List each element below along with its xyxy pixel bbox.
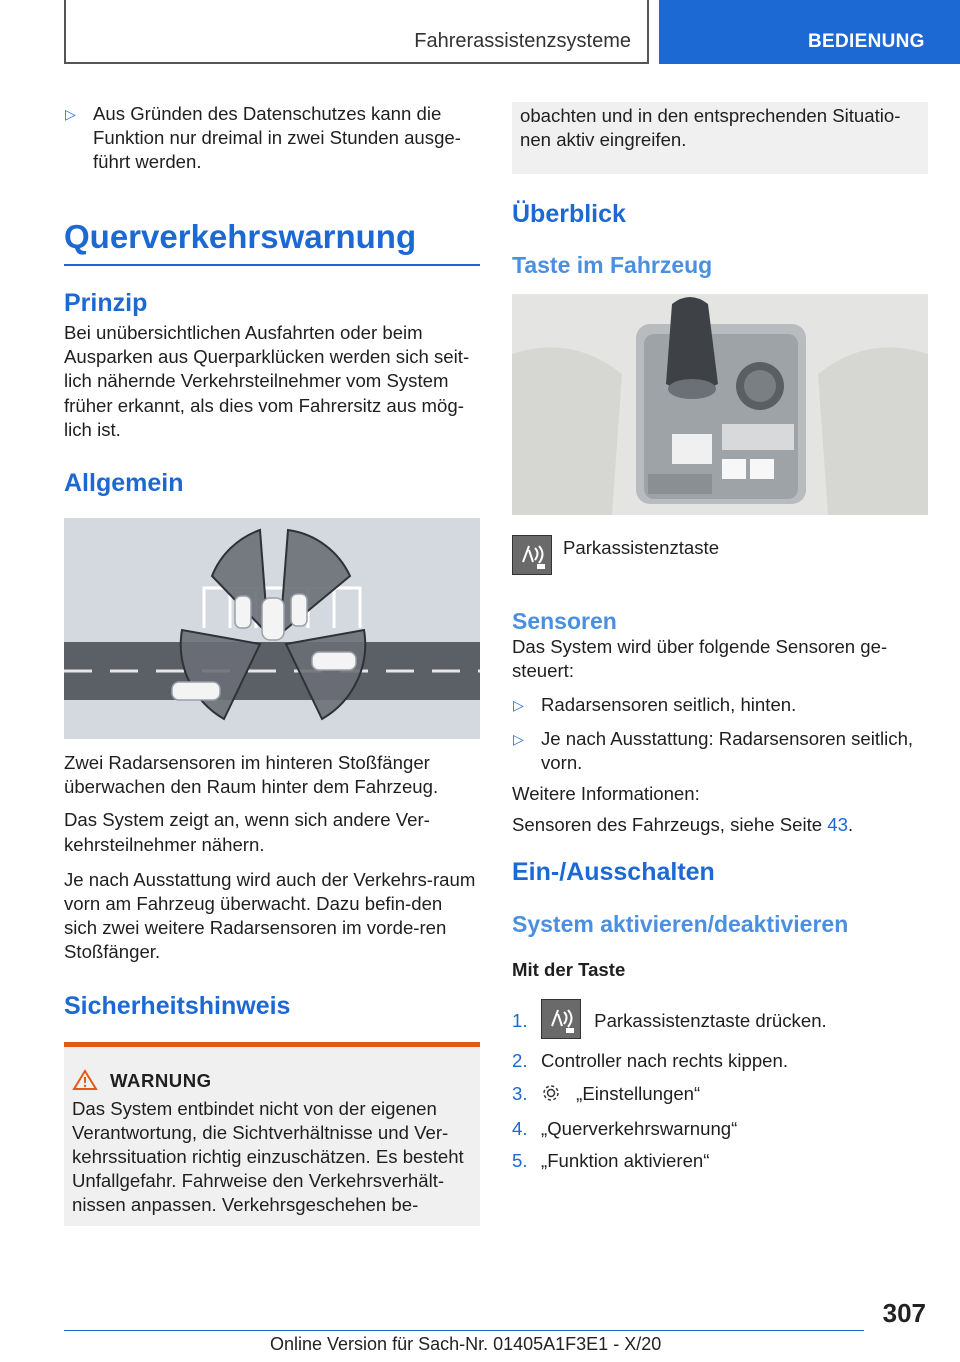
park-assist-icon <box>541 999 581 1039</box>
section-heading-allgemein: Allgemein <box>64 469 184 498</box>
step-item <box>512 1082 928 1109</box>
left-column <box>64 102 480 1226</box>
triangle-bullet-icon: ▷ <box>513 697 524 714</box>
list-item <box>64 102 480 178</box>
warning-title: WARNUNG <box>110 1069 212 1091</box>
bullet-text: Aus Gründen des Datenschutzes kann die Funktion nur dreimal in zwei Stunden ausge‐führt werden. <box>93 103 461 173</box>
header-section-title: Fahrerassistenzsysteme <box>414 30 631 52</box>
step-item <box>512 1049 928 1073</box>
caption-1: Zwei Radarsensoren im hinteren Stoßfänger überwachen den Raum hinter dem Fahrzeug. <box>64 752 439 798</box>
step-item <box>512 999 928 1039</box>
step-number: 4. <box>512 1117 528 1139</box>
reference-end: . <box>847 814 854 836</box>
caption-2: Das System zeigt an, wenn sich andere Ver‐kehrsteilnehmer nähern. <box>64 809 430 855</box>
section-heading-ueberblick: Überblick <box>512 200 626 228</box>
sensor-reference <box>512 813 928 837</box>
icon-row <box>512 535 928 579</box>
page-number: 307 <box>882 1298 926 1328</box>
footer-divider <box>64 1330 864 1331</box>
warning-text: Das System entbindet nicht von der eigenen Verantwortung, die Sichtverhältnisse und Ver‐kehrssituation richtig einzuschätzen. Es besteht Unfallgefahr. Fahrweise den Verkehrsverhält‐nissen anpassen. Verkehrsgeschehen be‐ <box>72 1097 464 1216</box>
step-text: „Querverkehrswarnung“ <box>541 1117 738 1139</box>
radar-illustration <box>64 518 480 739</box>
list-item <box>512 727 928 775</box>
step-text: „Funktion aktivieren“ <box>541 1150 710 1172</box>
console-photo <box>512 294 928 515</box>
more-info-label: Weitere Informationen: <box>512 783 700 805</box>
right-column <box>512 102 928 1173</box>
reference-text: Sensoren des Fahrzeugs, siehe Seite <box>512 814 828 836</box>
subheading-taste: Taste im Fahrzeug <box>512 252 713 278</box>
page-reference-link[interactable]: 43 <box>827 814 848 836</box>
caption-3: Je nach Ausstattung wird auch der Verkehrs‐raum vorn am Fahrzeug überwacht. Dazu befin‐den sich zwei weitere Radarsensoren im vorde‐ren Stoßfänger. <box>64 868 476 963</box>
section-heading-prinzip: Prinzip <box>64 289 148 317</box>
warning-box <box>64 1042 480 1226</box>
step-text: „Einstellungen“ <box>576 1082 701 1104</box>
warning-title-row <box>110 1069 472 1093</box>
triangle-bullet-icon: ▷ <box>513 730 524 747</box>
warning-box-continued <box>512 102 928 174</box>
park-assist-label: Parkassistenztaste <box>563 537 720 558</box>
park-assist-icon <box>512 535 552 575</box>
page-title: Querverkehrswarnung <box>64 218 480 266</box>
step-number: 3. <box>512 1082 528 1104</box>
subheading-sensoren: Sensoren <box>512 608 617 634</box>
warning-text-continued: obachten und in den entsprechenden Situatio‐nen aktiv eingreifen. <box>520 105 901 151</box>
step-item <box>512 1117 928 1141</box>
header-tab <box>659 0 960 64</box>
triangle-bullet-icon: ▷ <box>65 106 76 122</box>
section-heading-sicherheit: Sicherheitshinweis <box>64 991 291 1020</box>
step-number: 2. <box>512 1050 528 1072</box>
footer-text: Online Version für Sach-Nr. 01405A1F3E1 - X/20 <box>270 1334 662 1354</box>
subheading-system-aktivieren: System aktivieren/deaktivieren <box>512 911 849 938</box>
mit-der-taste-label: Mit der Taste <box>512 959 626 981</box>
step-number: 5. <box>512 1150 528 1172</box>
header-tab-label: BEDIENUNG <box>808 31 925 52</box>
bullet-text: Radarsensoren seitlich, hinten. <box>541 694 797 716</box>
sensoren-text: Das System wird über folgende Sensoren ge‐steuert: <box>512 636 888 682</box>
prinzip-text: Bei unübersichtlichen Ausfahrten oder beim Ausparken aus Querparklücken werden sich seit‐lich nähernde Verkehrsteilnehmer vom System früher erkannt, als dies vom Fahrersitz aus mög‐lich ist. <box>64 322 470 440</box>
bullet-text: Je nach Ausstattung: Radarsensoren seitlich, vorn. <box>541 727 914 773</box>
gear-icon <box>541 1083 561 1109</box>
section-heading-einaus: Ein-/Ausschalten <box>512 858 715 887</box>
step-number: 1. <box>512 1010 528 1032</box>
step-item <box>512 1149 928 1173</box>
list-item <box>512 693 928 717</box>
step-text: Parkassistenztaste drücken. <box>594 1010 827 1032</box>
step-text: Controller nach rechts kippen. <box>541 1050 789 1072</box>
warning-triangle-icon <box>72 1069 98 1091</box>
